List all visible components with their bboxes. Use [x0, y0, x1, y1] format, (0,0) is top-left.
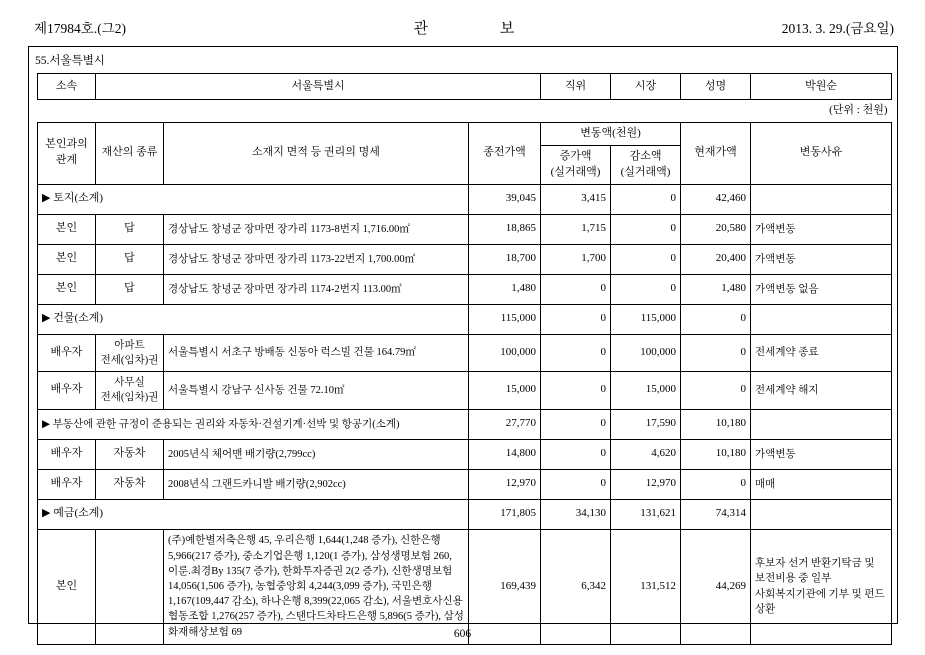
- section-title: 55.서울특별시: [35, 55, 105, 67]
- row-reason: 가액변동: [751, 214, 892, 244]
- table-row: [38, 304, 892, 334]
- org-value: 서울특별시: [96, 74, 541, 100]
- col-increase-line1: 증가액: [559, 149, 592, 162]
- row-description: 경상남도 창녕군 장마면 장가리 1173-22번지 1,700.00㎡: [164, 244, 469, 274]
- table-row: [38, 529, 892, 644]
- row-prev-value: 15,000: [469, 372, 541, 409]
- row-reason-line2: 보전비용 중 일부: [755, 573, 832, 585]
- col-decrease-line1: 감소액: [629, 149, 662, 162]
- col-change-reason: 변동사유: [751, 122, 892, 184]
- row-decrease: 100,000: [611, 334, 681, 371]
- row-decrease: 17,590: [611, 409, 681, 439]
- row-increase: 34,130: [541, 499, 611, 529]
- row-property-type: 자동차: [96, 439, 164, 469]
- col-property-type: 재산의 종류: [96, 122, 164, 184]
- col-relation-line1: 본인과의: [45, 138, 88, 151]
- row-relation: 배우자: [38, 334, 96, 371]
- row-prev-value: 171,805: [469, 499, 541, 529]
- row-relation: 본인: [38, 274, 96, 304]
- table-row: [38, 439, 892, 469]
- col-increase-line2: (실거래액): [550, 165, 601, 178]
- row-increase: 0: [541, 439, 611, 469]
- unit-note: (단위 : 천원): [829, 104, 888, 116]
- row-decrease: 0: [611, 214, 681, 244]
- row-description: 서울특별시 서초구 방배동 신동아 럭스빌 건물 164.79㎡: [164, 334, 469, 371]
- row-reason-line1: 후보자 선거 반환기탁금 및: [755, 558, 875, 570]
- row-current-value: 20,580: [681, 214, 751, 244]
- row-decrease: 0: [611, 274, 681, 304]
- row-reason: 매매: [751, 469, 892, 499]
- row-reason-line4: 상환: [755, 603, 776, 615]
- row-decrease: 131,621: [611, 499, 681, 529]
- owner-info-row: [38, 74, 892, 100]
- row-decrease: 4,620: [611, 439, 681, 469]
- row-label: ▶ 토지(소계): [38, 184, 469, 214]
- row-prev-value: 39,045: [469, 184, 541, 214]
- row-current-value: 20,400: [681, 244, 751, 274]
- row-increase: 1,715: [541, 214, 611, 244]
- row-current-value: 0: [681, 469, 751, 499]
- row-increase: 0: [541, 304, 611, 334]
- col-change-group: 변동액(천원): [541, 122, 681, 145]
- col-increase: [541, 145, 611, 184]
- row-reason: [751, 184, 892, 214]
- name-label: 성명: [681, 74, 751, 100]
- row-description: 서울특별시 강남구 신사동 건물 72.10㎡: [164, 372, 469, 409]
- row-prev-value: 12,970: [469, 469, 541, 499]
- table-row: [38, 184, 892, 214]
- row-increase: 0: [541, 274, 611, 304]
- gazette-issue-number: 제17984호.(그2): [34, 21, 126, 36]
- row-current-value: 10,180: [681, 439, 751, 469]
- row-prev-value: 18,700: [469, 244, 541, 274]
- row-reason: 가액변동: [751, 244, 892, 274]
- row-label: ▶ 건물(소계): [38, 304, 469, 334]
- position-label: 직위: [541, 74, 611, 100]
- col-relation: [38, 122, 96, 184]
- row-property-type-line2: 전세(임차)권: [100, 392, 159, 404]
- row-property-type: [96, 529, 164, 644]
- row-decrease: 0: [611, 244, 681, 274]
- row-decrease: 15,000: [611, 372, 681, 409]
- row-description: 경상남도 창녕군 장마면 장가리 1173-8번지 1,716.00㎡: [164, 214, 469, 244]
- row-reason-line3: 사회복지기관에 기부 및 펀드: [755, 588, 885, 600]
- col-prev-value: 종전가액: [469, 122, 541, 184]
- gazette-title: 관 보: [413, 20, 549, 37]
- position-value: 시장: [611, 74, 681, 100]
- row-increase: 0: [541, 469, 611, 499]
- table-header-group-row: [38, 122, 892, 145]
- col-relation-line2: 관계: [55, 154, 78, 167]
- row-increase: 0: [541, 372, 611, 409]
- col-current-value: 현재가액: [681, 122, 751, 184]
- row-increase: 6,342: [541, 529, 611, 644]
- row-increase: 0: [541, 334, 611, 371]
- row-reason: 전세계약 해지: [751, 372, 892, 409]
- name-value: 박원순: [751, 74, 892, 100]
- table-row: [38, 499, 892, 529]
- row-description: 2008년식 그랜드카니발 배기량(2,902cc): [164, 469, 469, 499]
- page-number: 606: [453, 628, 472, 640]
- row-reason: 가액변동 없음: [751, 274, 892, 304]
- row-property-type: 답: [96, 244, 164, 274]
- row-property-type: [96, 334, 164, 371]
- row-prev-value: 14,800: [469, 439, 541, 469]
- row-current-value: 44,269: [681, 529, 751, 644]
- row-relation: 배우자: [38, 439, 96, 469]
- row-current-value: 10,180: [681, 409, 751, 439]
- row-prev-value: 115,000: [469, 304, 541, 334]
- row-relation: 배우자: [38, 372, 96, 409]
- row-prev-value: 1,480: [469, 274, 541, 304]
- row-decrease: 115,000: [611, 304, 681, 334]
- row-prev-value: 100,000: [469, 334, 541, 371]
- table-row: [38, 274, 892, 304]
- row-reason: 전세계약 종료: [751, 334, 892, 371]
- org-label: 소속: [38, 74, 96, 100]
- table-row: [38, 334, 892, 371]
- table-row: [38, 469, 892, 499]
- running-header: [34, 14, 894, 40]
- row-current-value: 0: [681, 372, 751, 409]
- row-property-type: 답: [96, 274, 164, 304]
- row-reason: [751, 409, 892, 439]
- row-reason: [751, 499, 892, 529]
- row-increase: 0: [541, 409, 611, 439]
- row-description: (주)예한별저축은행 45, 우리은행 1,644(1,248 증가), 신한은행 5,966(217 증가), 중소기업은행 1,120(1 증가), 삼성생명보험 260, 이룬.최경By 135(7 증가), 한화투자증권 2(2 증가), 신한생명보험 14,056(1,506 증가), 농협중앙회 4,244(3,099 증가), 국민은행 1,167(109,447 감소), 하나은행 8,399(22,065 감소), 서울변호사신용협동조합 1,276(257 증가), 스탠다드차타드은행 5,896(5 증가), 삼성화재해상보험 69: [164, 529, 469, 644]
- row-prev-value: 18,865: [469, 214, 541, 244]
- gazette-date: 2013. 3. 29.(금요일): [781, 21, 894, 36]
- row-property-type-line1: 사무실: [114, 377, 145, 389]
- row-decrease: 0: [611, 184, 681, 214]
- row-prev-value: 169,439: [469, 529, 541, 644]
- table-row: [38, 214, 892, 244]
- row-description: 경상남도 창녕군 장마면 장가리 1174-2번지 113.00㎡: [164, 274, 469, 304]
- table-row: [38, 244, 892, 274]
- col-description: 소재지 면적 등 권리의 명세: [164, 122, 469, 184]
- row-current-value: 1,480: [681, 274, 751, 304]
- row-relation: 본인: [38, 244, 96, 274]
- row-reason: [751, 529, 892, 644]
- row-label: ▶ 부동산에 관한 규정이 준용되는 권리와 자동차·건설기계·선박 및 항공기(소계): [38, 409, 469, 439]
- col-decrease: [611, 145, 681, 184]
- table-row: [38, 409, 892, 439]
- row-increase: 3,415: [541, 184, 611, 214]
- row-label: ▶ 예금(소계): [38, 499, 469, 529]
- row-current-value: 0: [681, 334, 751, 371]
- row-reason: [751, 304, 892, 334]
- property-disclosure-table: [37, 73, 892, 645]
- col-decrease-line2: (실거래액): [620, 165, 671, 178]
- row-current-value: 74,314: [681, 499, 751, 529]
- row-description: 2005년식 체어맨 배기량(2,799cc): [164, 439, 469, 469]
- unit-note-row: [38, 100, 892, 123]
- row-property-type: 답: [96, 214, 164, 244]
- row-prev-value: 27,770: [469, 409, 541, 439]
- row-relation: 본인: [38, 214, 96, 244]
- row-property-type: [96, 372, 164, 409]
- row-relation: 본인: [38, 529, 96, 644]
- row-property-type: 자동차: [96, 469, 164, 499]
- row-property-type-line1: 아파트: [114, 339, 145, 351]
- row-current-value: 42,460: [681, 184, 751, 214]
- row-relation: 배우자: [38, 469, 96, 499]
- row-reason: 가액변동: [751, 439, 892, 469]
- row-property-type-line2: 전세(임차)권: [100, 354, 159, 366]
- row-decrease: 131,512: [611, 529, 681, 644]
- row-increase: 1,700: [541, 244, 611, 274]
- row-current-value: 0: [681, 304, 751, 334]
- row-decrease: 12,970: [611, 469, 681, 499]
- table-row: [38, 372, 892, 409]
